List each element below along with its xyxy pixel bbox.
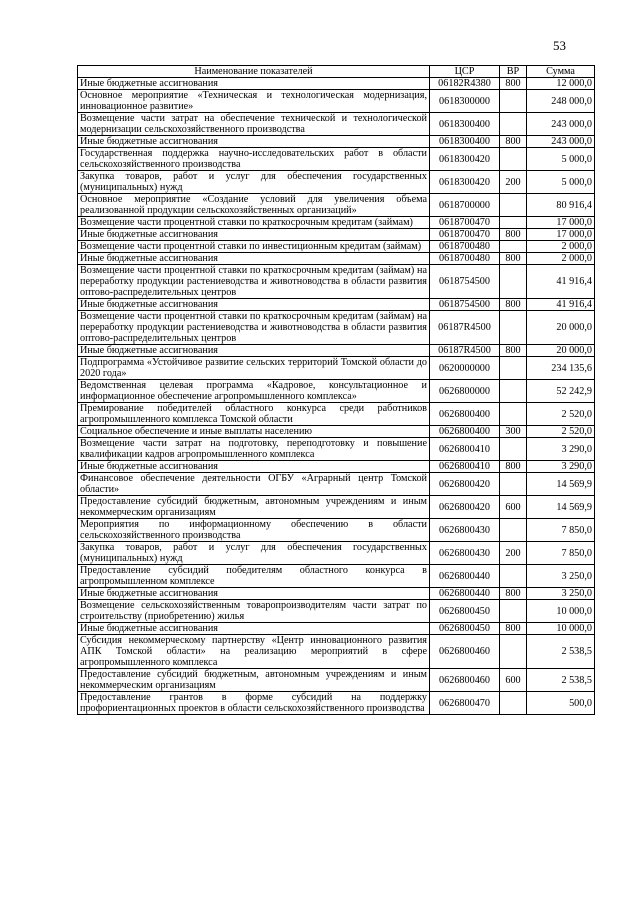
- table-row: [78, 403, 595, 426]
- row-name-cell: Иные бюджетные ассигнования: [78, 78, 430, 90]
- row-vr-cell: [500, 403, 527, 426]
- row-sum-cell: 7 850,0: [527, 542, 595, 565]
- table-row: [78, 496, 595, 519]
- row-code-cell: 06187R4500: [430, 311, 500, 345]
- table-row: [78, 600, 595, 623]
- row-name-cell: Возмещение части процентной ставки по краткосрочным кредитам (займам) на переработку продукции растениеводства и животноводства в области развития оптово-распределительных центров: [78, 311, 430, 345]
- row-name-cell: Иные бюджетные ассигнования: [78, 299, 430, 311]
- table-row: [78, 241, 595, 253]
- row-vr-cell: [500, 311, 527, 345]
- row-sum-cell: 2 538,5: [527, 635, 595, 669]
- table-row: [78, 565, 595, 588]
- table-row: [78, 426, 595, 438]
- row-vr-cell: [500, 519, 527, 542]
- row-vr-cell: 300: [500, 426, 527, 438]
- row-name-cell: Иные бюджетные ассигнования: [78, 345, 430, 357]
- row-code-cell: 0626800400: [430, 403, 500, 426]
- row-sum-cell: 17 000,0: [527, 229, 595, 241]
- row-code-cell: 0618300000: [430, 90, 500, 113]
- row-sum-cell: 3 250,0: [527, 588, 595, 600]
- row-code-cell: 0626800440: [430, 588, 500, 600]
- row-name-cell: Иные бюджетные ассигнования: [78, 253, 430, 265]
- row-code-cell: 0626800400: [430, 426, 500, 438]
- row-sum-cell: 2 520,0: [527, 426, 595, 438]
- row-code-cell: 0626800450: [430, 623, 500, 635]
- row-name-cell: Ведомственная целевая программа «Кадровое, консультационное и информационное обеспечение агропромышленного комплекса»: [78, 380, 430, 403]
- row-vr-cell: [500, 357, 527, 380]
- row-code-cell: 0618700470: [430, 229, 500, 241]
- row-vr-cell: [500, 438, 527, 461]
- table-row: [78, 265, 595, 299]
- row-code-cell: 0626800460: [430, 669, 500, 692]
- row-sum-cell: 41 916,4: [527, 299, 595, 311]
- header-vr: ВР: [500, 66, 527, 78]
- row-sum-cell: 17 000,0: [527, 217, 595, 229]
- row-sum-cell: 3 290,0: [527, 438, 595, 461]
- row-name-cell: Подпрограмма «Устойчивое развитие сельских территорий Томской области до 2020 года»: [78, 357, 430, 380]
- row-vr-cell: [500, 473, 527, 496]
- row-name-cell: Финансовое обеспечение деятельности ОГБУ «Аграрный центр Томской области»: [78, 473, 430, 496]
- row-sum-cell: 2 520,0: [527, 403, 595, 426]
- row-vr-cell: 800: [500, 588, 527, 600]
- row-sum-cell: 5 000,0: [527, 171, 595, 194]
- table-row: [78, 148, 595, 171]
- table-row: [78, 171, 595, 194]
- row-name-cell: Иные бюджетные ассигнования: [78, 623, 430, 635]
- row-name-cell: Предоставление субсидий победителям областного конкурса в агропромышленном комплексе: [78, 565, 430, 588]
- row-vr-cell: [500, 600, 527, 623]
- table-row: [78, 380, 595, 403]
- row-sum-cell: 243 000,0: [527, 113, 595, 136]
- row-sum-cell: 12 000,0: [527, 78, 595, 90]
- table-row: [78, 253, 595, 265]
- row-code-cell: 0626800430: [430, 542, 500, 565]
- page-number: 53: [553, 38, 566, 53]
- row-vr-cell: [500, 194, 527, 217]
- row-sum-cell: 20 000,0: [527, 311, 595, 345]
- row-code-cell: 0626800440: [430, 565, 500, 588]
- row-code-cell: 0626800000: [430, 380, 500, 403]
- row-vr-cell: 200: [500, 542, 527, 565]
- row-vr-cell: 800: [500, 229, 527, 241]
- row-name-cell: Возмещение части затрат на подготовку, переподготовку и повышение квалификации кадров агропромышленного комплекса: [78, 438, 430, 461]
- table-row: [78, 438, 595, 461]
- row-vr-cell: 800: [500, 78, 527, 90]
- row-code-cell: 0626800420: [430, 496, 500, 519]
- row-sum-cell: 243 000,0: [527, 136, 595, 148]
- table-row: [78, 669, 595, 692]
- row-name-cell: Мероприятия по информационному обеспечению в области сельскохозяйственного производства: [78, 519, 430, 542]
- row-sum-cell: 7 850,0: [527, 519, 595, 542]
- row-vr-cell: [500, 148, 527, 171]
- row-code-cell: 0618300400: [430, 136, 500, 148]
- row-code-cell: 0618754500: [430, 265, 500, 299]
- row-code-cell: 0618300420: [430, 148, 500, 171]
- row-vr-cell: 800: [500, 461, 527, 473]
- row-name-cell: Возмещение части процентной ставки по инвестиционным кредитам (займам): [78, 241, 430, 253]
- row-name-cell: Закупка товаров, работ и услуг для обеспечения государственных (муниципальных) нужд: [78, 171, 430, 194]
- row-name-cell: Иные бюджетные ассигнования: [78, 461, 430, 473]
- row-sum-cell: 52 242,9: [527, 380, 595, 403]
- row-sum-cell: 14 569,9: [527, 496, 595, 519]
- table-row: [78, 136, 595, 148]
- row-code-cell: 0618700000: [430, 194, 500, 217]
- row-vr-cell: 800: [500, 299, 527, 311]
- row-sum-cell: 2 000,0: [527, 253, 595, 265]
- table-row: [78, 217, 595, 229]
- row-sum-cell: 10 000,0: [527, 623, 595, 635]
- row-code-cell: 0620000000: [430, 357, 500, 380]
- table-row: [78, 519, 595, 542]
- row-name-cell: Иные бюджетные ассигнования: [78, 136, 430, 148]
- table-row: [78, 194, 595, 217]
- row-code-cell: 06182R4380: [430, 78, 500, 90]
- row-name-cell: Основное мероприятие «Техническая и технологическая модернизация, инновационное развитие»: [78, 90, 430, 113]
- row-vr-cell: 600: [500, 669, 527, 692]
- row-sum-cell: 14 569,9: [527, 473, 595, 496]
- table-row: [78, 635, 595, 669]
- table-row: [78, 113, 595, 136]
- row-code-cell: 0618754500: [430, 299, 500, 311]
- row-name-cell: Закупка товаров, работ и услуг для обеспечения государственных (муниципальных) нужд: [78, 542, 430, 565]
- row-vr-cell: [500, 380, 527, 403]
- row-name-cell: Государственная поддержка научно-исследовательских работ в области сельскохозяйственного производства: [78, 148, 430, 171]
- table-row: [78, 90, 595, 113]
- row-sum-cell: 248 000,0: [527, 90, 595, 113]
- row-sum-cell: 500,0: [527, 692, 595, 715]
- table-row: [78, 311, 595, 345]
- row-code-cell: 0626800410: [430, 461, 500, 473]
- budget-table: [77, 65, 595, 715]
- row-name-cell: Иные бюджетные ассигнования: [78, 588, 430, 600]
- row-code-cell: 06187R4500: [430, 345, 500, 357]
- table-row: [78, 473, 595, 496]
- row-name-cell: Возмещение части затрат на обеспечение технической и технологической модернизации сельскохозяйственного производства: [78, 113, 430, 136]
- header-code: ЦСР: [430, 66, 500, 78]
- row-name-cell: Предоставление грантов в форме субсидий на поддержку профориентационных проектов в области сельскохозяйственного производства: [78, 692, 430, 715]
- row-vr-cell: [500, 113, 527, 136]
- row-name-cell: Премирование победителей областного конкурса среди работников агропромышленного комплекса Томской области: [78, 403, 430, 426]
- row-code-cell: 0618300400: [430, 113, 500, 136]
- row-name-cell: Основное мероприятие «Создание условий для увеличения объема реализованной продукции сельскохозяйственных организаций»: [78, 194, 430, 217]
- header-sum: Сумма: [527, 66, 595, 78]
- row-vr-cell: 800: [500, 623, 527, 635]
- row-vr-cell: [500, 241, 527, 253]
- row-vr-cell: [500, 692, 527, 715]
- row-code-cell: 0618300420: [430, 171, 500, 194]
- row-code-cell: 0618700470: [430, 217, 500, 229]
- row-name-cell: Предоставление субсидий бюджетным, автономным учреждениям и иным некоммерческим организациям: [78, 669, 430, 692]
- row-code-cell: 0626800430: [430, 519, 500, 542]
- row-vr-cell: 800: [500, 345, 527, 357]
- row-vr-cell: [500, 90, 527, 113]
- row-name-cell: Субсидия некоммерческому партнерству «Центр инновационного развития АПК Томской области» на реализацию мероприятий в сфере агропромышленного комплекса: [78, 635, 430, 669]
- row-sum-cell: 3 290,0: [527, 461, 595, 473]
- row-sum-cell: 2 000,0: [527, 241, 595, 253]
- row-vr-cell: 200: [500, 171, 527, 194]
- row-code-cell: 0626800470: [430, 692, 500, 715]
- row-sum-cell: 41 916,4: [527, 265, 595, 299]
- table-row: [78, 299, 595, 311]
- row-sum-cell: 3 250,0: [527, 565, 595, 588]
- row-name-cell: Возмещение сельскохозяйственным товаропроизводителям части затрат по строительству (приобретению) жилья: [78, 600, 430, 623]
- row-code-cell: 0626800460: [430, 635, 500, 669]
- header-name: Наименование показателей: [78, 66, 430, 78]
- row-name-cell: Иные бюджетные ассигнования: [78, 229, 430, 241]
- row-sum-cell: 2 538,5: [527, 669, 595, 692]
- table-row: [78, 229, 595, 241]
- table-row: [78, 345, 595, 357]
- table-row: [78, 623, 595, 635]
- row-vr-cell: 600: [500, 496, 527, 519]
- row-sum-cell: 10 000,0: [527, 600, 595, 623]
- table-row: [78, 692, 595, 715]
- row-code-cell: 0618700480: [430, 241, 500, 253]
- table-row: [78, 542, 595, 565]
- row-name-cell: Социальное обеспечение и иные выплаты населению: [78, 426, 430, 438]
- row-sum-cell: 80 916,4: [527, 194, 595, 217]
- row-vr-cell: [500, 217, 527, 229]
- row-code-cell: 0626800410: [430, 438, 500, 461]
- row-name-cell: Предоставление субсидий бюджетным, автономным учреждениям и иным некоммерческим организациям: [78, 496, 430, 519]
- row-sum-cell: 20 000,0: [527, 345, 595, 357]
- row-vr-cell: 800: [500, 136, 527, 148]
- table-row: [78, 78, 595, 90]
- row-name-cell: Возмещение части процентной ставки по краткосрочным кредитам (займам) на переработку продукции растениеводства и животноводства в области развития оптово-распределительных центров: [78, 265, 430, 299]
- row-code-cell: 0618700480: [430, 253, 500, 265]
- table-row: [78, 357, 595, 380]
- row-vr-cell: [500, 265, 527, 299]
- row-name-cell: Возмещение части процентной ставки по краткосрочным кредитам (займам): [78, 217, 430, 229]
- table-row: [78, 588, 595, 600]
- row-vr-cell: 800: [500, 253, 527, 265]
- row-sum-cell: 5 000,0: [527, 148, 595, 171]
- row-code-cell: 0626800420: [430, 473, 500, 496]
- row-sum-cell: 234 135,6: [527, 357, 595, 380]
- table-row: [78, 461, 595, 473]
- table-header-row: [78, 66, 595, 78]
- row-vr-cell: [500, 635, 527, 669]
- table-body: [78, 78, 595, 715]
- row-code-cell: 0626800450: [430, 600, 500, 623]
- row-vr-cell: [500, 565, 527, 588]
